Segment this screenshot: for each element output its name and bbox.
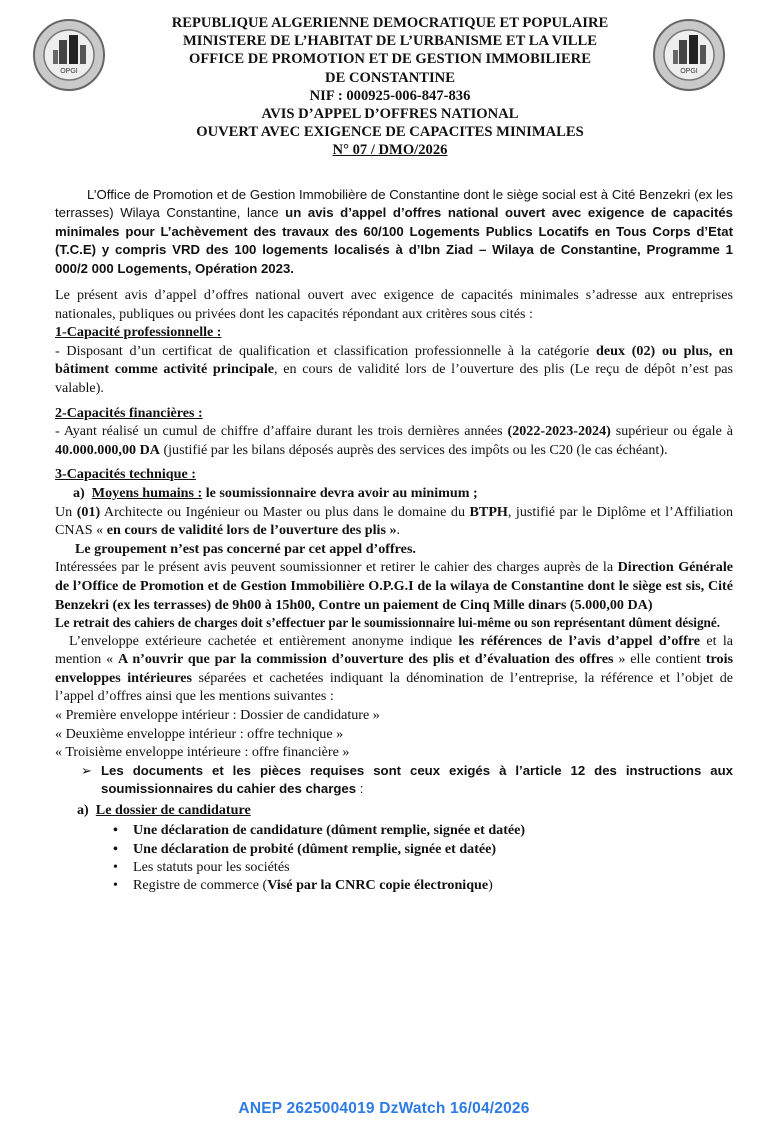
section-text: - Ayant réalisé un cumul de chiffre d’affaire durant les trois dernières années: [55, 423, 508, 440]
withdrawal-note: Le retrait des cahiers de charges doit s’effectuer par le soumissionnaire lui-même ou son représentant dûment désigné.: [55, 615, 721, 631]
bullet-icon: •: [113, 822, 118, 839]
section-technical: [55, 465, 733, 558]
human-means: [55, 484, 733, 503]
list-label: a): [77, 801, 89, 818]
envelope-text: séparées et cachetées indiquant la dénomination de l’entreprise, la référence et l’objet de l’appel d’offres ainsi que les mentions suivantes :: [55, 669, 733, 705]
header-line: NIF : 000925-006-847-836: [309, 87, 471, 104]
bullet-icon: •: [113, 859, 118, 875]
list-item: [55, 840, 733, 858]
section-professional: [55, 323, 733, 397]
notice-body: [55, 186, 733, 895]
section-title: 2-Capacités financières :: [55, 404, 203, 421]
envelope-line: « Troisième enveloppe intérieure : offre financière »: [55, 744, 350, 761]
envelope-paragraph: [55, 632, 733, 706]
list-item: [55, 821, 733, 839]
envelope-line: « Deuxième enveloppe intérieur : offre technique »: [55, 725, 344, 742]
section-title: 1-Capacité professionnelle :: [55, 324, 222, 341]
opgi-logo-right: [652, 18, 726, 92]
bullet-icon: •: [113, 840, 118, 857]
intro-text: L’Office de Promotion et de Gestion Immobilière de Constantine dont le siège social est à Cité Benzekri (ex les terrasses) Wilaya Constantine, lance: [55, 187, 733, 221]
envelope-line: « Première enveloppe intérieur : Dossier de candidature »: [55, 707, 380, 723]
section-text: , justifié par le Diplôme et l’Affiliation CNAS «: [55, 503, 733, 539]
section-financial: [55, 404, 733, 460]
section-text: (justifié par les bilans déposés auprès des services des impôts ou les C20 (le cas échéant).: [159, 441, 668, 458]
section-text: , en cours de validité lors de l’ouverture des plis (Le reçu de dépôt n’est pas valable).: [55, 361, 733, 396]
section-bold: BTPH: [469, 503, 508, 520]
section-bold: deux (02) ou plus, en bâtiment comme activité principale: [55, 342, 733, 378]
notice-number: N° 07 / DMO/2026: [332, 142, 448, 159]
intro-paragraph: [55, 186, 733, 278]
withdrawal-bold: Direction Générale de l’Office de Promotion et de Gestion Immobilière O.P.G.I de la wilaya de Constantine dont le siège est sis, Cité Benzekri (ex les terrasses) de 9h00 à 15h00, Contre un paiement de Cinq Mille dinars (5.000,00 DA): [55, 559, 733, 613]
documents-required: [55, 762, 733, 799]
withdrawal-text: Intéressées par le présent avis peuvent soumissionner et retirer le cahier des charges auprès de la: [55, 559, 618, 576]
footer-stamp: ANEP 2625004019 DzWatch 16/04/2026: [238, 1100, 530, 1117]
list-item-text: Les statuts pour les sociétés: [133, 859, 290, 875]
withdrawal-paragraph: [55, 558, 733, 614]
section-text: .: [396, 522, 401, 539]
header-line: DE CONSTANTINE: [325, 69, 455, 86]
section-bold: en cours de validité lors de l’ouverture des plis »: [106, 522, 397, 539]
list-item-bold: Visé par la CNRC copie électronique: [267, 877, 489, 894]
section-title: 3-Capacités technique :: [55, 466, 196, 483]
header-block: [120, 14, 660, 160]
envelope-text: » elle contient: [613, 651, 706, 668]
envelope-text: L’enveloppe extérieure cachetée et entièrement anonyme indique: [69, 632, 459, 649]
documents-tail: :: [356, 781, 364, 797]
list-item-text: Une déclaration de candidature (dûment remplie, signée et datée): [133, 822, 526, 839]
envelope-bold: trois enveloppes intérieures: [55, 651, 733, 686]
envelope-bold: A n’ouvrir que par la commission d’ouverture des plis et d’évaluation des offres: [118, 651, 614, 668]
section-text: Un: [55, 503, 77, 520]
list-item-text: Une déclaration de probité (dûment remplie, signée et datée): [133, 840, 497, 857]
documents-text: Les documents et les pièces requises sont ceux exigés à l’article 12 des instructions aux soumissionnaires du cahier des charges: [101, 762, 733, 797]
header-line: OUVERT AVEC EXIGENCE DE CAPACITES MINIMALES: [196, 124, 584, 141]
header-line: AVIS D’APPEL D’OFFRES NATIONAL: [261, 106, 519, 123]
section-text: supérieur ou égale à: [610, 423, 733, 440]
candidature-file: [55, 801, 733, 820]
list-item: [55, 858, 733, 876]
svg-text:OPGI: OPGI: [680, 68, 698, 75]
list-item-text: Registre de commerce (: [133, 877, 268, 894]
list-item: [55, 876, 733, 894]
arrow-bullet-icon: ➢: [81, 762, 93, 778]
svg-text:OPGI: OPGI: [60, 68, 78, 75]
section-bold: (2022-2023-2024): [507, 423, 611, 440]
list-label: a): [73, 484, 85, 501]
documents-list: [55, 821, 733, 895]
bullet-icon: •: [113, 877, 118, 894]
section-bold: 40.000.000,00 DA: [55, 441, 160, 458]
grouping-note: Le groupement n’est pas concerné par cet appel d’offres.: [75, 540, 416, 557]
envelope-bold: les références de l’avis d’appel d’offre: [458, 632, 701, 649]
envelope-text: et la mention «: [55, 632, 734, 668]
section-text: Architecte ou Ingénieur ou Master ou plus dans le domaine du: [100, 503, 470, 520]
section-bold: (01): [76, 503, 101, 520]
subsection-title: Le dossier de candidature: [95, 801, 251, 818]
opgi-logo-left: [32, 18, 106, 92]
header-line: OFFICE DE PROMOTION ET DE GESTION IMMOBILIERE: [189, 51, 591, 68]
section-text: - Disposant d’un certificat de qualification et classification professionnelle à la catégorie: [55, 342, 597, 359]
intro-object: un avis d’appel d’offres national ouvert avec exigence de capacités minimales pour L’achèvement des travaux des 60/100 Logements Publics Locatifs en Tous Corps d’Etat (T.C.E) y compris VRD des 100 logements localisés à d’Ibn Ziad – Wilaya de Constantine, Programme 1 000/2 000 Logements, Opération 2023.: [55, 205, 734, 276]
subsection-title: Moyens humains :: [91, 484, 203, 501]
header-line: MINISTERE DE L’HABITAT DE L’URBANISME ET LA VILLE: [182, 33, 598, 50]
scope-paragraph: Le présent avis d’appel d’offres national ouvert avec exigence de capacités minimales s’adresse aux entreprises nationales, publiques ou privées dont les capacités répondant aux critères sous cités :: [55, 287, 733, 322]
list-item-text: ): [488, 877, 493, 894]
subsection-text: le soumissionnaire devra avoir au minimum ;: [202, 484, 478, 501]
header-line: REPUBLIQUE ALGERIENNE DEMOCRATIQUE ET POPULAIRE: [171, 15, 609, 31]
